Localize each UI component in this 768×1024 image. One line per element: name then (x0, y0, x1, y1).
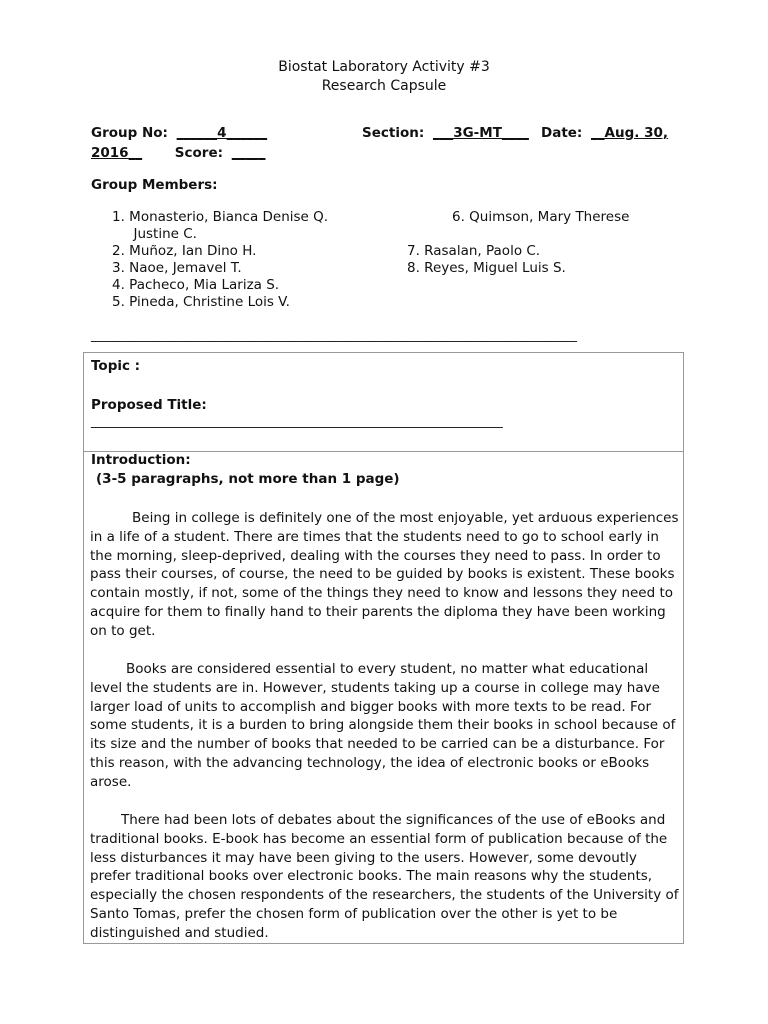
intro-paragraph-1: Being in college is definitely one of the most enjoyable, yet arduous experiences in a life of a student. There are times that the students need to go to school early in the morning, sleep-deprived, dealing with the courses they need to pass. In order to pass their courses, of course, the need to be guided by books is existent. These books contain mostly, if not, some of the things they need to know and lessons they need to acquire for them to finally hand to their parents the diploma they have been working on to get. (90, 510, 679, 639)
document-header (0, 58, 768, 96)
score-label: Score: (174, 145, 223, 161)
member-item: 7. Rasalan, Paolo C. (407, 243, 541, 259)
introduction-instruction: (3-5 paragraphs, not more than 1 page) (96, 471, 400, 487)
score-value: _____ (231, 145, 266, 161)
members-list-right (407, 243, 566, 277)
members-list-left (112, 209, 328, 311)
document-title: Biostat Laboratory Activity #3 (278, 59, 490, 75)
topic-label: Topic : (91, 358, 141, 374)
member-item: 1. Monasterio, Bianca Denise Q. (112, 209, 329, 225)
separator-line: ________________________________________________________________________ (91, 327, 577, 343)
info-row-2 (91, 144, 265, 163)
introduction-box (83, 451, 684, 944)
section-field (362, 124, 529, 143)
intro-paragraph-2: Books are considered essential to every student, no matter what educational level the students are in. However, students taking up a course in college may have larger load of units to accomplish and bigger books with more texts to be read. For some students, it is a burden to bring alongside them their books in school because of its size and the number of books that needed to be carried can be a disturbance. For this reason, with the advancing technology, the idea of electronic books or eBooks arose. (90, 661, 676, 790)
proposed-title-line: _____________________________________________________________ (91, 413, 503, 429)
member-item: Justine C. (112, 226, 197, 242)
member-item: 2. Muñoz, Ian Dino H. (112, 243, 257, 259)
date-label: Date: (541, 125, 583, 141)
date-value-year: 2016__ (91, 145, 143, 161)
section-label: Section: (362, 125, 425, 141)
intro-paragraph-3: There had been lots of debates about the significances of the use of eBooks and traditional books. E-book has become an essential form of publication because of the less disturbances it may have been giving to the users. However, some devoutly prefer traditional books over electronic books. The main reasons why the students, especially the chosen respondents of the researchers, the students of the University of Santo Tomas, prefer the chosen form of publication over the other is yet to be distinguished and studied. (90, 812, 679, 941)
proposed-title-label: Proposed Title: (91, 397, 207, 413)
group-value: ______4______ (176, 125, 268, 141)
topic-box (83, 352, 684, 452)
date-field (541, 124, 668, 143)
member-item: 8. Reyes, Miguel Luis S. (407, 260, 566, 276)
member-item: 3. Naoe, Jemavel T. (112, 260, 242, 276)
date-value: __Aug. 30, (591, 125, 668, 141)
member-item-6: 6. Quimson, Mary Therese (452, 209, 630, 225)
member-item: 5. Pineda, Christine Lois V. (112, 294, 290, 310)
group-members-title: Group Members: (91, 177, 218, 193)
section-value: ___3G-MT____ (432, 125, 529, 141)
document-subtitle: Research Capsule (321, 78, 447, 94)
info-row-1 (91, 124, 267, 143)
member-item: 4. Pacheco, Mia Lariza S. (112, 277, 280, 293)
group-label: Group No: (91, 125, 168, 141)
introduction-label: Introduction: (91, 452, 191, 468)
